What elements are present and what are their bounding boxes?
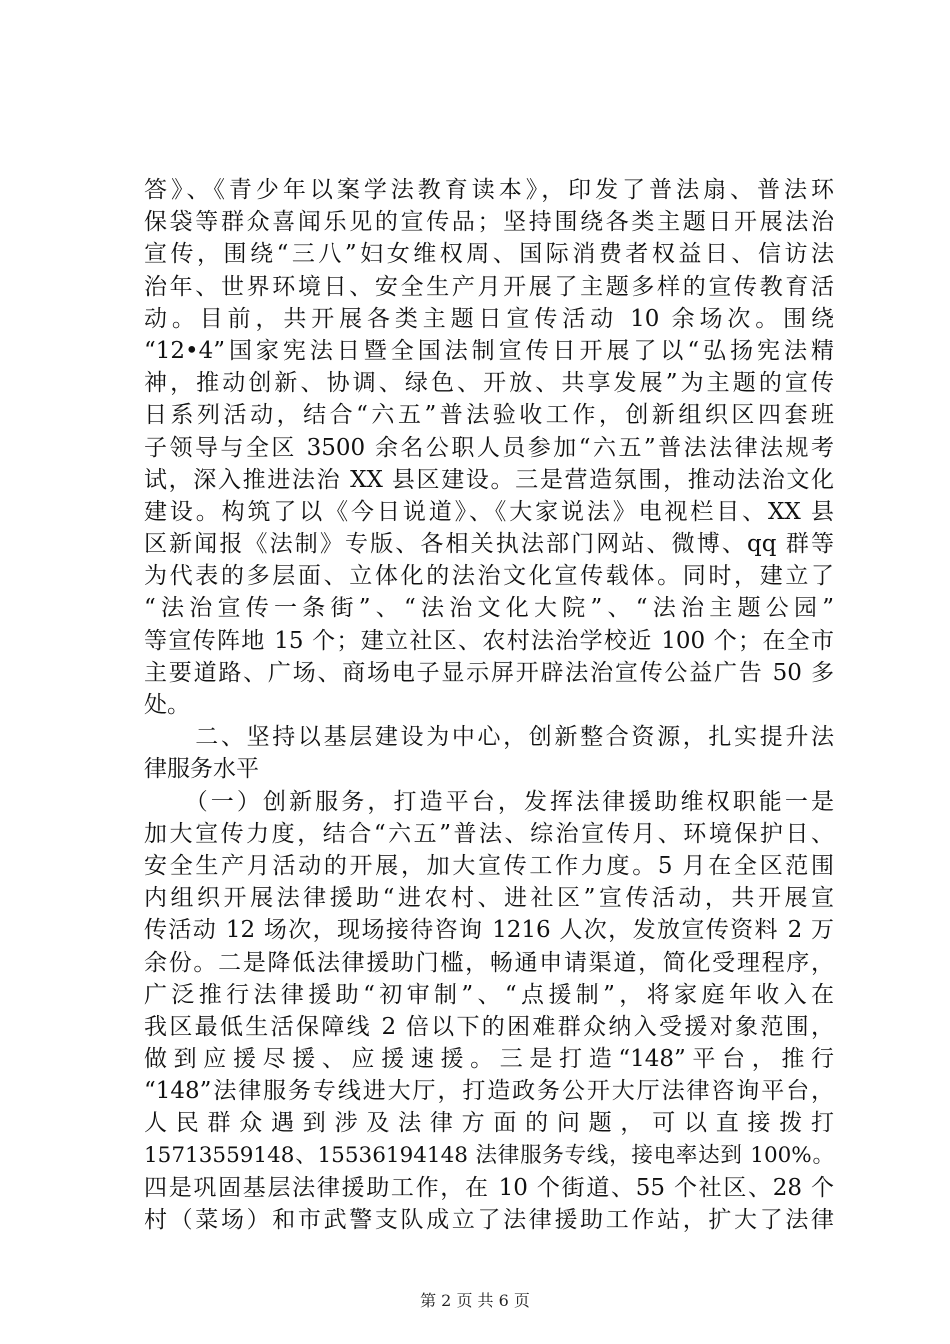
text-line: 治年、世界环境日、安全生产月开展了主题多样的宣传教育活 bbox=[144, 273, 834, 300]
text-line: 二、坚持以基层建设为中心，创新整合资源，扎实提升法 bbox=[144, 724, 834, 751]
text-line: 日系列活动，结合“六五”普法验收工作，创新组织区四套班 bbox=[144, 402, 834, 429]
text-line: 人民群众遇到涉及法律方面的问题，可以直接拨打 bbox=[144, 1110, 834, 1137]
text-line: 村（菜场）和市武警支队成立了法律援助工作站，扩大了法律 bbox=[144, 1207, 834, 1233]
text-line: 区新闻报《法制》专版、各相关执法部门网站、微博、qq 群等 bbox=[144, 531, 834, 558]
text-line: 子领导与全区 3500 余名公职人员参加“六五”普法法律法规考 bbox=[144, 434, 834, 461]
text-line: 保袋等群众喜闻乐见的宣传品；坚持围绕各类主题日开展法治 bbox=[144, 209, 834, 236]
text-line: 做到应援尽援、应援速援。三是打造“148”平台，推行 bbox=[144, 1046, 834, 1073]
text-line: 广泛推行法律援助“初审制”、“点援制”，将家庭年收入在 bbox=[144, 981, 834, 1008]
text-line: （一）创新服务，打造平台，发挥法律援助维权职能一是 bbox=[144, 788, 834, 815]
text-line: 主要道路、广场、商场电子显示屏开辟法治宣传公益广告 50 多 bbox=[144, 659, 834, 686]
text-line: 动。目前，共开展各类主题日宣传活动 10 余场次。围绕 bbox=[144, 305, 834, 332]
text-line: 宣传，围绕“三八”妇女维权周、国际消费者权益日、信访法 bbox=[144, 241, 834, 268]
text-line: “12•4”国家宪法日暨全国法制宣传日开展了以“弘扬宪法精 bbox=[144, 337, 834, 364]
text-line: 为代表的多层面、立体化的法治文化宣传载体。同时，建立了 bbox=[144, 563, 834, 590]
text-line: 加大宣传力度，结合“六五”普法、综治宣传月、环境保护日、 bbox=[144, 820, 834, 847]
text-line: “148”法律服务专线进大厅，打造政务公开大厅法律咨询平台， bbox=[144, 1078, 834, 1105]
text-line: 处。 bbox=[144, 692, 190, 718]
text-line: 律服务水平 bbox=[144, 756, 259, 783]
body-text bbox=[144, 174, 834, 1236]
text-line: 余份。二是降低法律援助门槛，畅通申请渠道，简化受理程序， bbox=[144, 949, 834, 976]
text-line: 试，深入推进法治 XX 县区建设。三是营造氛围，推动法治文化 bbox=[144, 466, 834, 493]
text-line: 15713559148、15536194148 法律服务专线，接电率达到 100%。 bbox=[144, 1142, 834, 1168]
text-line: 四是巩固基层法律援助工作，在 10 个街道、55 个社区、28 个 bbox=[144, 1174, 834, 1201]
text-line: 神，推动创新、协调、绿色、开放、共享发展”为主题的宣传 bbox=[144, 370, 834, 397]
page-footer: 第 2 页 共 6 页 bbox=[420, 1291, 530, 1310]
text-line: 建设。构筑了以《今日说道》、《大家说法》电视栏目、XX 县 bbox=[144, 498, 834, 525]
text-line: 答》、《青少年以案学法教育读本》，印发了普法扇、普法环 bbox=[144, 177, 834, 203]
text-line: “法治宣传一条街”、“法治文化大院”、“法治主题公园” bbox=[144, 595, 834, 622]
text-line: 我区最低生活保障线 2 倍以下的困难群众纳入受援对象范围， bbox=[144, 1013, 834, 1040]
text-line: 安全生产月活动的开展，加大宣传工作力度。5 月在全区范围 bbox=[144, 852, 834, 879]
text-line: 内组织开展法律援助“进农村、进社区”宣传活动，共开展宣 bbox=[144, 885, 834, 912]
text-line: 等宣传阵地 15 个；建立社区、农村法治学校近 100 个；在全市 bbox=[144, 627, 834, 654]
text-line: 传活动 12 场次，现场接待咨询 1216 人次，发放宣传资料 2 万 bbox=[144, 917, 834, 944]
